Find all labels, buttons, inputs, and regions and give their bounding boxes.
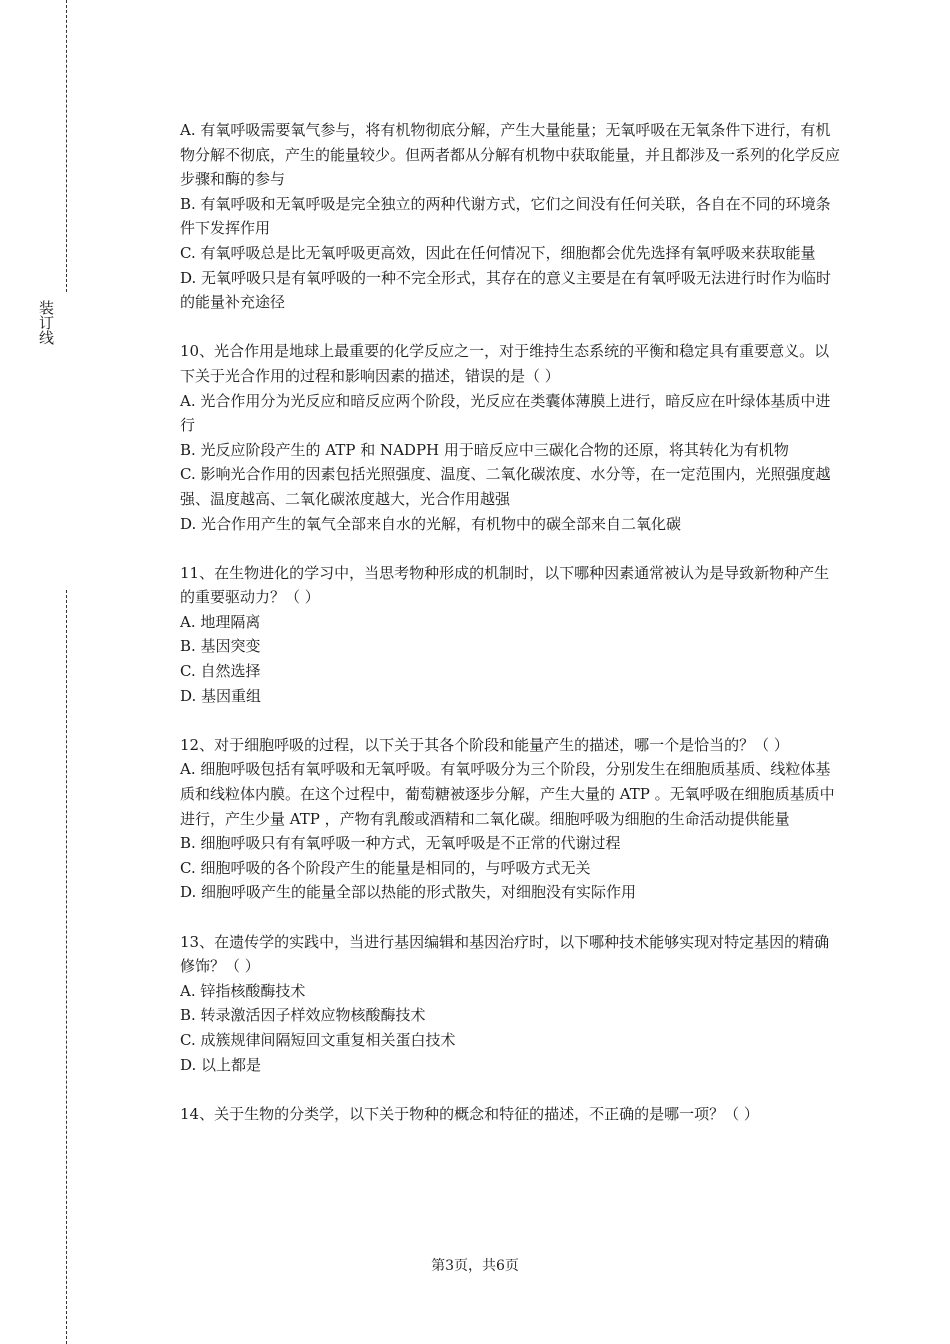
option-d: D. 以上都是 [180, 1055, 262, 1074]
question-stem: 10、光合作用是地球上最重要的化学反应之一，对于维持生态系统的平衡和稳定具有重要意义。以下关于光合作用的过程和影响因素的描述，错误的是（ ） [180, 342, 830, 385]
page-footer: 第3页，共6页 [431, 1258, 519, 1274]
option-d: D. 光合作用产生的氧气全部来自水的光解，有机物中的碳全部来自二氧化碳 [180, 514, 682, 533]
question-11 [180, 561, 840, 709]
option-c: C. 影响光合作用的因素包括光照强度、温度、二氧化碳浓度、水分等，在一定范围内，光照强度越强、温度越高、二氧化碳浓度越大，光合作用越强 [180, 465, 831, 508]
question-stem: 14、关于生物的分类学，以下关于物种的概念和特征的描述，不正确的是哪一项？（ ） [180, 1104, 759, 1123]
option-d: D. 基因重组 [180, 686, 262, 705]
question-13 [180, 930, 840, 1078]
question-12 [180, 733, 840, 905]
option-d: D. 细胞呼吸产生的能量全部以热能的形式散失，对细胞没有实际作用 [180, 883, 637, 902]
question-stem: 13、在遗传学的实践中，当进行基因编辑和基因治疗时，以下哪种技术能够实现对特定基因的精确修饰？（ ） [180, 932, 830, 976]
option-a: A. 光合作用分为光反应和暗反应两个阶段，光反应在类囊体薄膜上进行，暗反应在叶绿体基质中进行 [180, 391, 831, 435]
option-a: A. 细胞呼吸包括有氧呼吸和无氧呼吸。有氧呼吸分为三个阶段，分别发生在细胞质基质、线粒体基质和线粒体内膜。在这个过程中，葡萄糖被逐步分解，产生大量的 ATP 。无氧呼吸在细胞质基质中进行，产生少量 ATP ，产物有乳酸或酒精和二氧化碳。细胞呼吸为细胞的生命活动提供能量 [180, 760, 835, 828]
question-14 [180, 1102, 840, 1127]
option-b: B. 有氧呼吸和无氧呼吸是完全独立的两种代谢方式，它们之间没有任何关联，各自在不同的环境条件下发挥作用 [180, 194, 831, 238]
option-b: B. 光反应阶段产生的 ATP 和 NADPH 用于暗反应中三碳化合物的还原，将其转化为有机物 [180, 440, 789, 459]
option-c: C. 有氧呼吸总是比无氧呼吸更高效，因此在任何情况下，细胞都会优先选择有氧呼吸来获取能量 [180, 243, 816, 262]
question-stem: 12、对于细胞呼吸的过程，以下关于其各个阶段和能量产生的描述，哪一个是恰当的？（ ） [180, 735, 789, 754]
option-c: C. 细胞呼吸的各个阶段产生的能量是相同的，与呼吸方式无关 [180, 858, 591, 877]
option-d: D. 无氧呼吸只是有氧呼吸的一种不完全形式，其存在的意义主要是在有氧呼吸无法进行时作为临时的能量补充途径 [180, 268, 832, 312]
binding-line-top [66, 0, 67, 292]
option-a: A. 有氧呼吸需要氧气参与，将有机物彻底分解，产生大量能量；无氧呼吸在无氧条件下进行，有机物分解不彻底，产生的能量较少。但两者都从分解有机物中获取能量，并且都涉及一系列的化学反应步骤和酶的参与 [180, 121, 841, 189]
option-b: B. 细胞呼吸只有有氧呼吸一种方式，无氧呼吸是不正常的代谢过程 [180, 834, 621, 853]
question-stem: 11、在生物进化的学习中，当思考物种形成的机制时，以下哪种因素通常被认为是导致新物种产生的重要驱动力？（ ） [180, 563, 830, 607]
option-a: A. 锌指核酸酶技术 [180, 981, 306, 1000]
option-c: C. 成簇规律间隔短回文重复相关蛋白技术 [180, 1030, 456, 1049]
question-10 [180, 339, 840, 536]
option-b: B. 基因突变 [180, 637, 261, 656]
option-a: A. 地理隔离 [180, 612, 261, 631]
question-9-options [180, 118, 840, 315]
option-c: C. 自然选择 [180, 662, 261, 681]
binding-label: 装订线 [37, 300, 55, 345]
question-list [180, 118, 840, 1126]
option-b: B. 转录激活因子样效应物核酸酶技术 [180, 1006, 426, 1025]
binding-line-bottom [66, 590, 67, 1344]
